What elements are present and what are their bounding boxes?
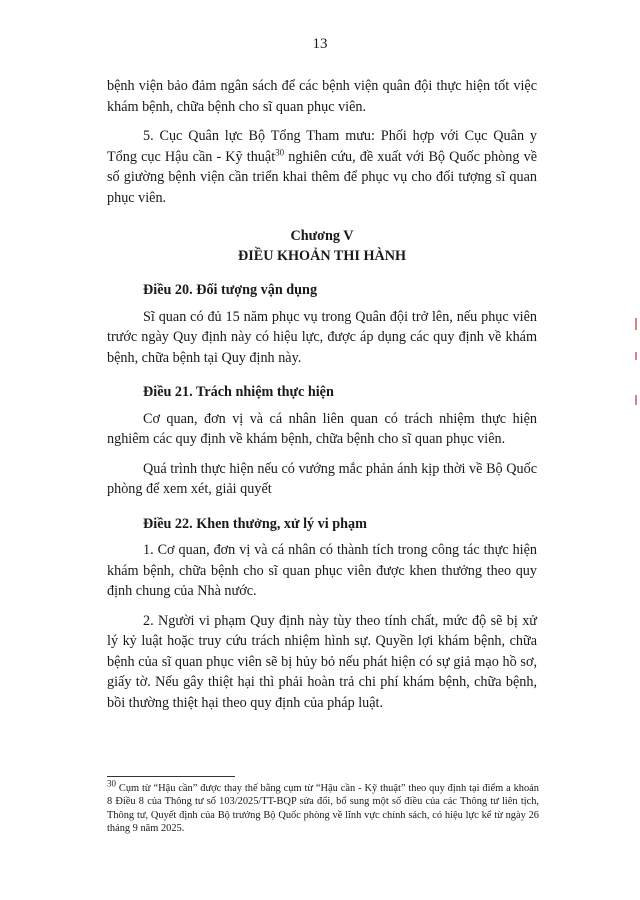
scan-edge-mark — [635, 318, 637, 330]
footnote-number: 30 — [107, 778, 116, 789]
footnote-divider — [107, 776, 235, 777]
page-number: 13 — [312, 36, 328, 52]
article-21-heading: Điều 21. Trách nhiệm thực hiện — [143, 384, 334, 400]
article-22-heading: Điều 22. Khen thưởng, xử lý vi phạm — [143, 515, 367, 532]
article-22-paragraph-2: 2. Người vi phạm Quy định này tùy theo tính chất, mức độ sẽ bị xử lý kỷ luật hoặc truy cứu trách nhiệm hình sự. Quyền lợi khám bệnh, chữa bệnh của sĩ quan phục viên sẽ bị hủy bỏ nếu phát hiện có sự giả mạo hồ sơ, giấy tờ. Nếu gây thiệt hại thì phải hoàn trả chi phí khám bệnh, chữa bệnh, bồi thường thiệt hại theo quy định của pháp luật. — [107, 612, 537, 711]
paragraph-item-5-text: 5. Cục Quân lực Bộ Tổng Tham mưu: Phối hợp với Cục Quân y Tổng cục Hậu cần - Kỹ thuật — [107, 128, 537, 165]
chapter-heading — [107, 226, 537, 266]
paragraph-item-5-text-rest: nghiên cứu, đề xuất với Bộ Quốc phòng về số giường bệnh viện cần triển khai thêm để phục vụ cho đối tượng sĩ quan phục viên. — [107, 148, 537, 206]
article-21-paragraph-1: Cơ quan, đơn vị và cá nhân liên quan có trách nhiệm thực hiện nghiêm các quy định về khám bệnh, chữa bệnh cho sĩ quan phục viên. — [107, 410, 537, 447]
article-20-heading: Điều 20. Đối tượng vận dụng — [143, 282, 318, 298]
paragraph-continuation: bệnh viện bảo đảm ngân sách để các bệnh viện quân đội thực hiện tốt việc khám bệnh, chữa bệnh cho sĩ quan phục viên. — [107, 78, 537, 115]
article-21-paragraph-2: Quá trình thực hiện nếu có vướng mắc phản ánh kịp thời về Bộ Quốc phòng để xem xét, giải quyết — [107, 460, 537, 497]
footnote-text: Cụm từ “Hậu cần” được thay thế bằng cụm từ “Hậu cần - Kỹ thuật” theo quy định tại điểm a khoản 8 Điều 8 của Thông tư số 103/2025/TT-BQP sửa đổi, bổ sung một số điều của các Thông tư liên tịch, Thông tư, Quyết định của Bộ trưởng Bộ Quốc phòng về lĩnh vực chính sách, có hiệu lực kể từ ngày 26 tháng 9 năm 2025. — [107, 783, 539, 835]
chapter-label: Chương V — [290, 228, 354, 244]
chapter-title: ĐIỀU KHOẢN THI HÀNH — [237, 248, 407, 264]
article-22-paragraph-1: 1. Cơ quan, đơn vị và cá nhân có thành tích trong công tác thực hiện khám bệnh, chữa bệnh cho sĩ quan phục viên được khen thưởng theo quy định chung của Nhà nước. — [107, 542, 537, 599]
footnote — [107, 778, 539, 836]
scan-edge-mark — [635, 352, 637, 360]
document-body — [107, 76, 537, 713]
article-20-paragraph: Sĩ quan có đủ 15 năm phục vụ trong Quân đội trở lên, nếu phục viên trước ngày Quy định này có hiệu lực, được áp dụng các quy định về khám bệnh, chữa bệnh tại Quy định này. — [107, 308, 537, 366]
footnote-reference[interactable]: 30 — [275, 146, 285, 157]
scan-edge-mark — [635, 395, 637, 405]
paragraph-item-5 — [107, 126, 537, 208]
